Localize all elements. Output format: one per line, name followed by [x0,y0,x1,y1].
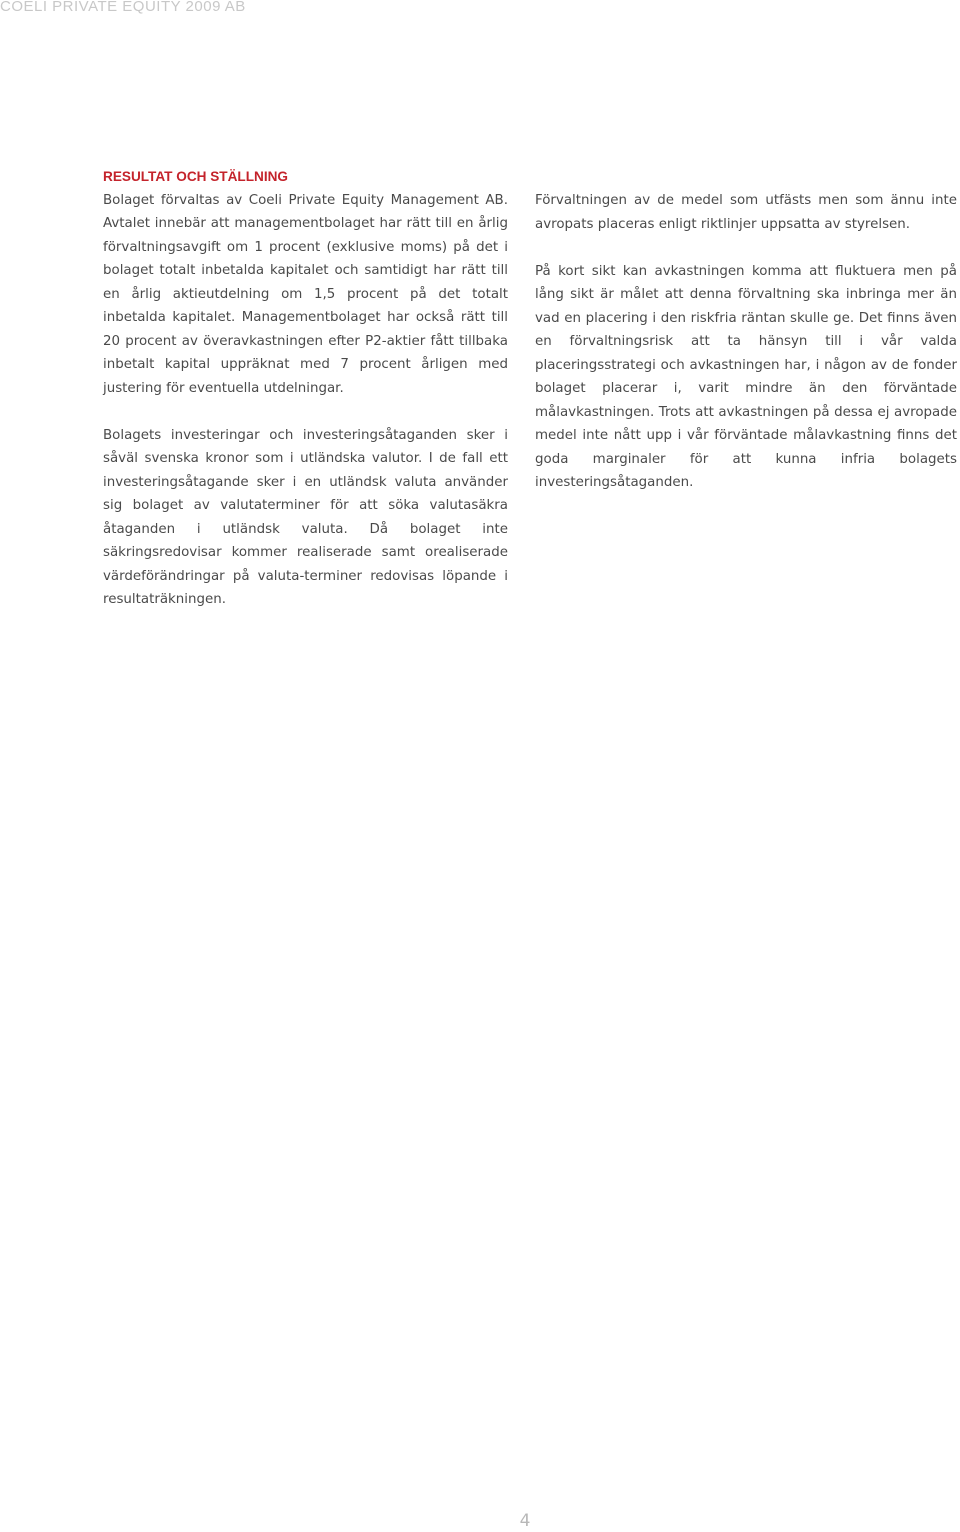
section-heading: RESULTAT OCH STÄLLNING [103,169,289,184]
page-number: 4 [519,1511,531,1531]
paragraph-management-fees: Bolaget förvaltas av Coeli Private Equity Management AB. Avtalet innebär att managementbolaget har rätt till en årlig förvaltningsavgift om 1 procent (exklusive moms) på det i bolaget totalt inbetalda kapitalet och samtidigt har rätt till en årlig aktieutdelning om 1,5 procent på det totalt inbetalda kapitalet. Managementbolaget har också rätt till 20 procent av överavkastningen efter P2-aktier fått tillbaka inbetalt kapital uppräknat med 7 procent årligen med justering för eventuella utdelningar. [103,192,508,396]
running-header: COELI PRIVATE EQUITY 2009 AB [0,0,246,15]
right-column [535,189,957,495]
paragraph-uncalled-funds: Förvaltningen av de medel som utfästs men som ännu inte avropats placeras enligt riktlinjer uppsatta av styrelsen. [535,193,957,232]
left-column [103,165,508,612]
paragraph-return-risk: På kort sikt kan avkastningen komma att fluktuera men på lång sikt är målet att denna förvaltning ska inbringa mer än vad en placering i den riskfria räntan skulle ge. Det finns även en förvaltningsrisk att ta hänsyn till i vår valda placeringsstrategi och avkastningen har, i någon av de fonder bolaget placerar i, varit mindre än den förväntade målavkastningen. Trots att avkastningen på dessa ej avropade medel inte nått upp i vår förväntade målavkastning finns det goda marginaler för att kunna infria bolagets investeringsåtaganden. [535,263,957,490]
paragraph-currency-hedging: Bolagets investeringar och investeringsåtaganden sker i såväl svenska kronor som i utländska valutor. I de fall ett investeringsåtagande sker i en utländsk valuta använder sig bolaget av valutaterminer för att söka valutasäkra åtaganden i utländsk valuta. Då bolaget inte säkringsredovisar kommer realiserade samt orealiserade värdeförändringar på valuta-terminer redovisas löpande i resultaträkningen. [103,427,508,607]
